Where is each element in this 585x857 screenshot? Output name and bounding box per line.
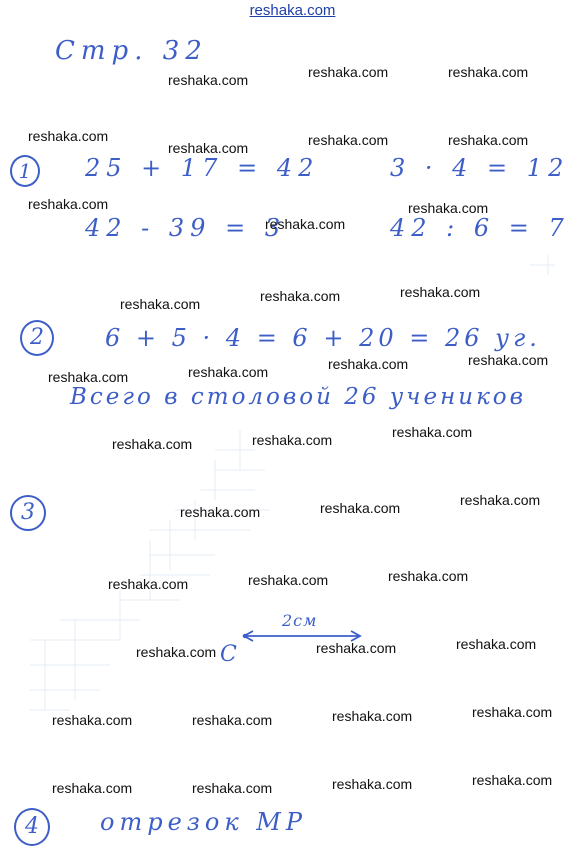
watermark: reshaka.com	[252, 432, 333, 448]
watermark: reshaka.com	[108, 576, 189, 592]
watermark: reshaka.com	[332, 776, 413, 792]
watermark: reshaka.com	[408, 200, 489, 216]
watermark: reshaka.com	[120, 296, 201, 312]
watermark: reshaka.com	[472, 704, 553, 720]
watermark: reshaka.com	[168, 72, 249, 88]
watermark: reshaka.com	[320, 500, 401, 516]
watermark: reshaka.com	[265, 216, 346, 232]
watermark: reshaka.com	[460, 492, 541, 508]
watermark: reshaka.com	[136, 644, 217, 660]
watermark: reshaka.com	[332, 708, 413, 724]
watermark: reshaka.com	[112, 436, 193, 452]
task1-eq2: 3 · 4 = 12	[390, 154, 570, 182]
watermark: reshaka.com	[52, 780, 133, 796]
task4-number: 4	[14, 808, 50, 846]
watermark: reshaka.com	[308, 64, 389, 80]
watermark: reshaka.com	[448, 132, 529, 148]
task4-text: отрезок МР	[100, 808, 307, 836]
watermark: reshaka.com	[400, 284, 481, 300]
watermark: reshaka.com	[308, 132, 389, 148]
segment-label: 2см	[282, 611, 318, 630]
task1-eq3: 42 - 39 = 3	[85, 214, 287, 242]
point-label: C	[220, 642, 237, 667]
task1-eq4: 42 : 6 = 7	[390, 214, 570, 242]
watermark: reshaka.com	[392, 424, 473, 440]
watermark: reshaka.com	[192, 712, 273, 728]
watermark: reshaka.com	[52, 712, 133, 728]
task1-eq1: 25 + 17 = 42	[85, 154, 320, 182]
task2-answer: Всего в столовой 26 учеников	[70, 384, 527, 410]
watermark: reshaka.com	[468, 352, 549, 368]
page-label: Стр. 32	[55, 36, 208, 66]
watermark: reshaka.com	[388, 568, 469, 584]
watermark: reshaka.com	[448, 64, 529, 80]
task3-number: 3	[10, 495, 46, 531]
watermark: reshaka.com	[328, 356, 409, 372]
watermark: reshaka.com	[188, 364, 269, 380]
watermark: reshaka.com	[192, 780, 273, 796]
task2-expression: 6 + 5 · 4 = 6 + 20 = 26 уг.	[105, 324, 541, 352]
watermark: reshaka.com	[456, 636, 537, 652]
watermark: reshaka.com	[472, 772, 553, 788]
watermark: reshaka.com	[180, 504, 261, 520]
watermark: reshaka.com	[48, 369, 129, 385]
site-link[interactable]: reshaka.com	[249, 2, 336, 19]
watermark: reshaka.com	[316, 640, 397, 656]
watermark: reshaka.com	[28, 128, 109, 144]
watermark: reshaka.com	[260, 288, 341, 304]
watermark: reshaka.com	[248, 572, 329, 588]
watermark: reshaka.com	[28, 196, 109, 212]
task2-number: 2	[20, 320, 54, 356]
watermark: reshaka.com	[168, 140, 249, 156]
task1-number: 1	[10, 155, 40, 187]
